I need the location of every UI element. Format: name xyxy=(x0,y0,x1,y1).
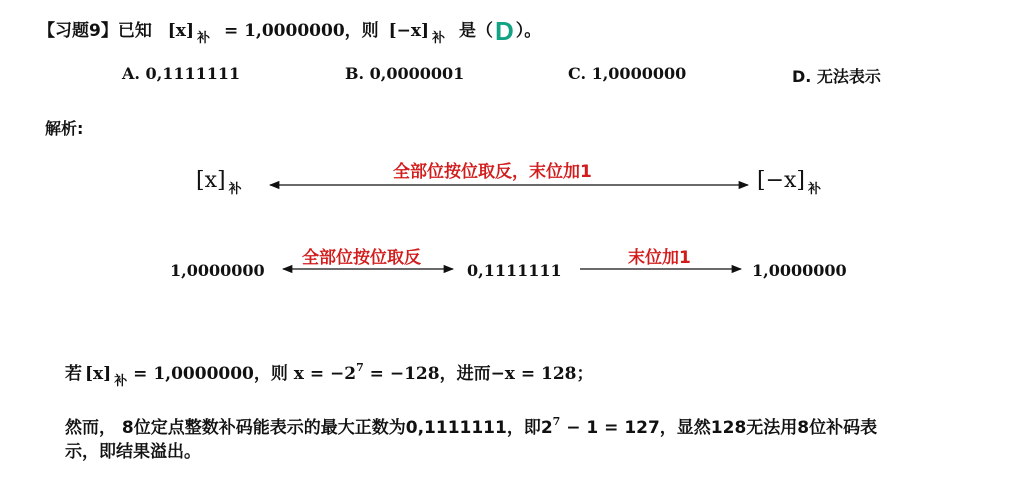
diagram1-right-label: [−x] xyxy=(757,168,806,193)
option-d: D. 无法表示 xyxy=(792,67,881,86)
option-c: C. 1,0000000 xyxy=(568,64,687,83)
analysis-title: 解析: xyxy=(45,119,84,138)
line2-part2: − 1 = 127，显然128无法用8位补码表 xyxy=(566,418,878,438)
line1-exp: 7 xyxy=(356,361,364,374)
diagram2-right: 1,0000000 xyxy=(752,261,847,280)
diagram2-arrow1-label: 全部位按位取反 xyxy=(302,248,421,268)
equals-value: = 1,0000000，则 xyxy=(223,21,379,41)
negx-complement: [−x] xyxy=(388,21,430,41)
option-b: B. 0,0000001 xyxy=(345,64,465,83)
option-a: A. 0,1111111 xyxy=(122,64,241,83)
line2-part1: 然而， 8位定点整数补码能表示的最大正数为0,1111111，即2 xyxy=(65,418,553,438)
question-suffix-before: 是（ xyxy=(458,21,493,41)
line1-xc: [x] xyxy=(85,364,112,384)
diagram1-left-label: [x] xyxy=(196,168,226,193)
answer-letter: D xyxy=(494,16,514,46)
x-complement-sub: 补 xyxy=(197,31,211,46)
question-prefix: 【习题9】已知 xyxy=(38,21,152,41)
diagram2-arrow2-label: 末位加1 xyxy=(628,248,691,268)
line2-exp: 7 xyxy=(552,415,561,428)
line1-rest1: = 1,0000000，则 x = −2 xyxy=(133,364,357,384)
x-complement: [x] xyxy=(167,21,194,41)
explanation-line3: 示，即结果溢出。 xyxy=(65,442,201,462)
question-suffix-after: ）。 xyxy=(515,21,542,41)
line1-rest2: = −128，进而−x = 128； xyxy=(369,364,594,384)
explanation-line1 xyxy=(65,362,594,388)
explanation-line2 xyxy=(65,416,965,442)
negx-complement-sub: 补 xyxy=(432,31,446,46)
diagram1-left-sub: 补 xyxy=(228,182,242,197)
line1-sub: 补 xyxy=(114,374,128,389)
diagram1-arrow-label: 全部位按位取反，末位加1 xyxy=(393,162,592,182)
line1-prefix: 若 xyxy=(65,364,82,384)
diagram2-left: 1,0000000 xyxy=(170,261,265,280)
diagram1-right-sub: 补 xyxy=(808,182,822,197)
diagram2-middle: 0,1111111 xyxy=(467,261,562,280)
